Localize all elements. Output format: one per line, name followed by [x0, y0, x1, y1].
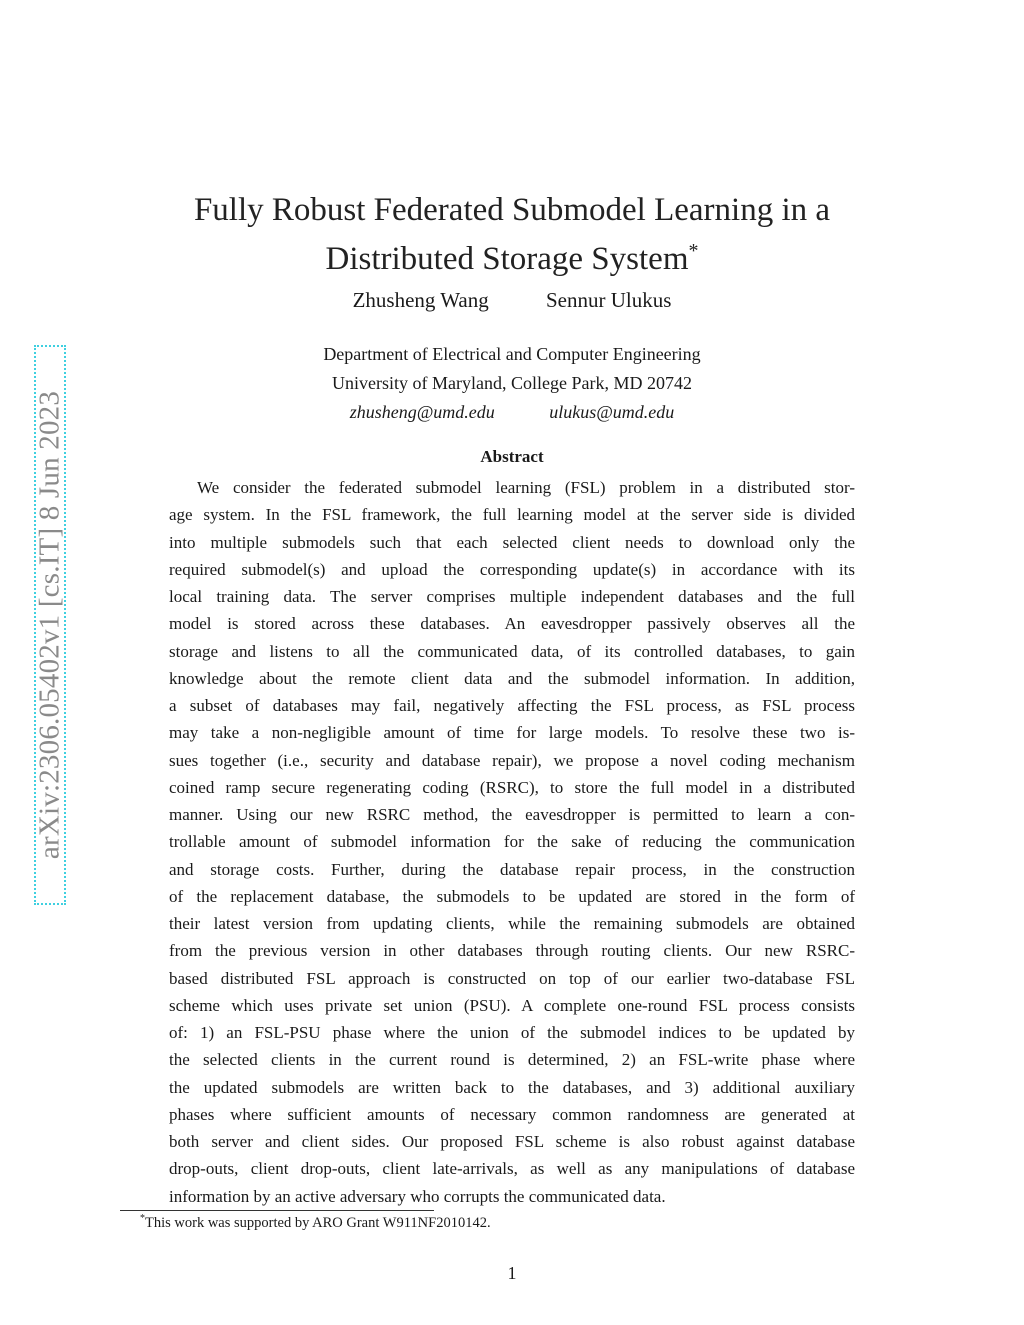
- footnote-marker: *: [140, 1213, 145, 1224]
- abstract-line: knowledge about the remote client data and the submodel information. In addition,: [169, 668, 855, 688]
- abstract-heading: Abstract: [480, 447, 544, 466]
- abstract-line: model is stored across these databases. An eavesdropper passively observes all the: [169, 614, 855, 634]
- abstract-line: trollable amount of submodel information for the sake of reducing the communication: [169, 832, 855, 852]
- title-line-1: Fully Robust Federated Submodel Learning in a: [193, 192, 831, 229]
- abstract-line: age system. In the FSL framework, the full learning model at the server side is divided: [169, 505, 855, 525]
- author-name: Sennur Ulukus: [545, 288, 672, 312]
- email-list: [150, 398, 874, 427]
- page-number: 1: [507, 1263, 517, 1283]
- footnote: [140, 1215, 491, 1232]
- abstract-line: sues together (i.e., security and database repair), we propose a novel coding mechanism: [169, 750, 855, 770]
- abstract-line: both server and client sides. Our proposed FSL scheme is also robust against database: [169, 1132, 855, 1151]
- abstract-line: scheme which uses private set union (PSU). A complete one-round FSL process consists: [169, 995, 855, 1015]
- abstract-line: drop-outs, client drop-outs, client late-arrivals, as well as any manipulations of database: [169, 1159, 855, 1179]
- department: Department of Electrical and Computer Engineering: [323, 344, 701, 364]
- abstract-line: may take a non-negligible amount of time for large models. To resolve these two is-: [169, 723, 855, 743]
- affiliation-block: [150, 340, 874, 427]
- abstract-line: based distributed FSL approach is constructed on top of our earlier two-database FSL: [169, 968, 855, 988]
- author-email: ulukus@umd.edu: [549, 402, 675, 422]
- title-footnote-marker: *: [688, 240, 699, 263]
- footnote-rule: [120, 1210, 434, 1211]
- author-name: Zhusheng Wang: [352, 288, 489, 312]
- abstract-body: [169, 474, 855, 1210]
- footnote-text: This work was supported by ARO Grant W911NF2010142.: [145, 1215, 491, 1231]
- abstract-line: their latest version from updating clients, while the remaining submodels are obtained: [169, 914, 855, 933]
- arxiv-identifier-text: arXiv:2306.05402v1 [cs.IT] 8 Jun 2023: [33, 390, 66, 860]
- abstract-line: of the replacement database, the submodels to be updated are stored in the form of: [169, 886, 855, 906]
- abstract-line: storage and listens to all the communicated data, of its controlled databases, to gain: [169, 641, 855, 661]
- abstract-line: a subset of databases may fail, negatively affecting the FSL process, as FSL process: [169, 696, 855, 715]
- title-line-2: [150, 235, 874, 284]
- abstract-line: required submodel(s) and upload the corresponding update(s) in accordance with its: [169, 559, 855, 579]
- abstract-line: We consider the federated submodel learning (FSL) problem in a distributed stor-: [197, 478, 855, 497]
- abstract-line: information by an active adversary who corrupts the communicated data.: [169, 1186, 666, 1206]
- abstract-line: the selected clients in the current round is determined, 2) an FSL-write phase where: [169, 1050, 855, 1070]
- arxiv-identifier-stamp: [34, 345, 66, 905]
- abstract-line: and storage costs. Further, during the database repair process, in the construction: [169, 859, 855, 879]
- abstract-line: into multiple submodels such that each selected client needs to download only the: [169, 532, 855, 552]
- abstract-line: of: 1) an FSL-PSU phase where the union of the submodel indices to be updated by: [169, 1023, 855, 1042]
- abstract-line: local training data. The server comprises multiple independent databases and the full: [169, 587, 855, 606]
- abstract-line: the updated submodels are written back to the databases, and 3) additional auxiliary: [169, 1077, 855, 1097]
- paper-title: [150, 186, 874, 284]
- author-email: zhusheng@umd.edu: [349, 402, 495, 422]
- abstract-line: manner. Using our new RSRC method, the eavesdropper is permitted to learn a con-: [169, 805, 855, 824]
- abstract-line: from the previous version in other databases through routing clients. Our new RSRC-: [169, 941, 855, 961]
- title-line-2-text: Distributed Storage System: [325, 241, 689, 278]
- abstract-line: phases where sufficient amounts of necessary common randomness are generated at: [169, 1104, 855, 1124]
- author-list: [150, 288, 874, 313]
- abstract-line: coined ramp secure regenerating coding (RSRC), to store the full model in a distributed: [169, 777, 855, 797]
- university: University of Maryland, College Park, MD 20742: [332, 373, 692, 393]
